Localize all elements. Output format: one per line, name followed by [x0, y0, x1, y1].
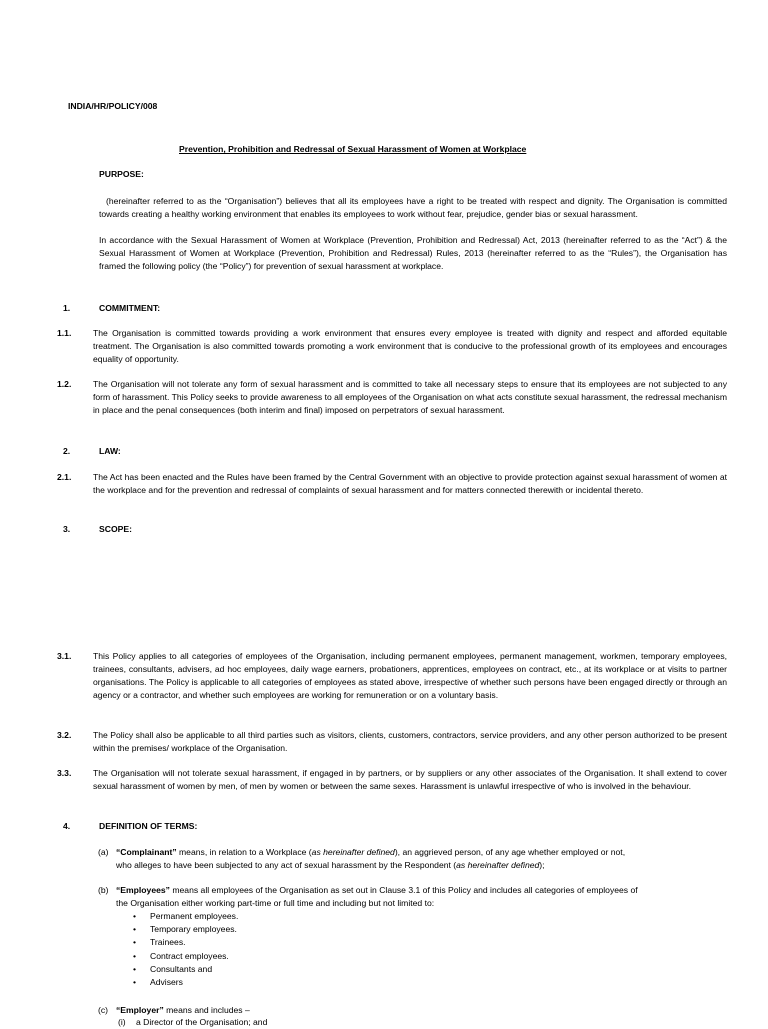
section-heading-scope: SCOPE: — [99, 524, 132, 534]
page-title: Prevention, Prohibition and Redressal of Sexual Harassment of Women at Workplace — [179, 144, 527, 154]
employer-sub-text: a Director of the Organisation; and — [136, 1017, 268, 1027]
purpose-heading: PURPOSE: — [99, 169, 144, 179]
clause-number: 1.1. — [57, 328, 72, 338]
clause-number: 1.2. — [57, 379, 72, 389]
section-number: 2. — [63, 446, 71, 456]
section-number: 4. — [63, 821, 71, 831]
definition-employer: “Employer” means and includes – — [116, 1005, 250, 1015]
section-heading-definitions: DEFINITION OF TERMS: — [99, 821, 198, 831]
definition-employees: “Employees” means all employees of the Organisation as set out in Clause 3.1 of this Policy and includes all categories of employees of the Organisation either working part-time or full time and including but not limited to: — [116, 885, 638, 908]
clause-number: 3.3. — [57, 768, 72, 778]
section-heading-law: LAW: — [99, 446, 121, 456]
list-item: • Advisers — [133, 976, 183, 987]
list-item: • Permanent employees. — [133, 911, 239, 921]
list-item: • Trainees. — [133, 937, 186, 948]
clause-3-3-text: The Organisation will not tolerate sexual harassment, if engaged in by partners, or by suppliers or any other associates of the Organisation. It shall extend to cover sexual harassment of women by men, of men by women or between the same sexes. Harassment is unlawful irrespective of who is involved in the behaviour. — [93, 768, 727, 791]
section-number: 3. — [63, 524, 71, 534]
clause-2-1-text: The Act has been enacted and the Rules have been framed by the Central Government with an objective to provide protection against sexual harassment of women at the workplace and for the prevention and redressal of complaints of sexual harassment and for matters connected therewith or incidental thereto. — [93, 472, 727, 495]
term-complainant: “Complainant” — [116, 847, 177, 857]
term-employer: “Employer” — [116, 1005, 164, 1015]
list-item: • Contract employees. — [133, 950, 229, 961]
clause-1-1-text: The Organisation is committed towards providing a work environment that ensures every employee is treated with dignity and respect and afforded equitable treatment. The Organisation is also committed towards promoting a work environment that is conducive to the professional growth of its employees and encourages equality of opportunity. — [93, 328, 727, 364]
list-item: • Temporary employees. — [133, 924, 237, 935]
section-number: 1. — [63, 303, 71, 313]
clause-number: 3.2. — [57, 730, 72, 740]
doc-reference: INDIA/HR/POLICY/008 — [68, 101, 158, 111]
purpose-paragraph-2: In accordance with the Sexual Harassment of Women at Workplace (Prevention, Prohibition and Redressal) Act, 2013 (hereinafter referred to as the “Act”) & the Sexual Harassment of Women at Workplace (Prevention, Prohibition and Redressal) Rules, 2013 (hereinafter referred to as the “Rules”), the Organisation has framed the following policy (the “Policy”) for prevention of sexual harassment at workplace. — [99, 235, 727, 271]
clause-number: 2.1. — [57, 472, 72, 482]
definition-label: (a) — [98, 847, 109, 857]
term-employees: “Employees” — [116, 885, 170, 895]
clause-3-1-text: This Policy applies to all categories of employees of the Organisation, including permanent employees, permanent management, workmen, temporary employees, trainees, consultants, advisers, ad hoc employees, daily wage earners, probationers, apprentices, employees on contract, etc., at its workplace or at visits to partner organisations. The Policy is applicable to all categories of employees as stated above, irrespective of whether such persons have been engaged directly or through an agency or a contractor, and whether such employees are working for remuneration or on a voluntary basis. — [93, 651, 727, 700]
employer-sub-label: (i) — [118, 1017, 126, 1027]
clause-number: 3.1. — [57, 651, 72, 661]
section-heading-commitment: COMMITMENT: — [99, 303, 161, 313]
list-item: • Consultants and — [133, 963, 213, 974]
clause-3-2-text: The Policy shall also be applicable to all third parties such as visitors, clients, customers, contractors, service providers, and any other person authorized to be present within the premises/ workplace of the Organisation. — [93, 730, 727, 753]
definition-complainant: “Complainant” means, in relation to a Workplace (as hereinafter defined), an aggrieved person, of any age whether employed or not, who alleges to have been subjected to any act of sexual harassment by the Respondent (as hereinafter defined); — [116, 847, 626, 870]
clause-1-2-text: The Organisation will not tolerate any form of sexual harassment and is committed to take all necessary steps to ensure that its employees are not subjected to any form of harassment. This Policy seeks to provide awareness to all employees of the Organisation on what acts constitute sexual harassment, the redressal mechanism in place and the penal consequences (both interim and final) imposed on perpetrators of sexual harassment. — [93, 379, 727, 415]
employee-categories-list — [133, 910, 238, 989]
definition-label: (b) — [98, 885, 109, 895]
purpose-paragraph-1: (hereinafter referred to as the “Organisation”) believes that all its employees have a right to be treated with respect and dignity. The Organisation is committed towards creating a healthy working environment that enables its employees to work without fear, prejudice, gender bias or sexual harassment. — [99, 196, 727, 219]
definition-label: (c) — [98, 1005, 109, 1015]
